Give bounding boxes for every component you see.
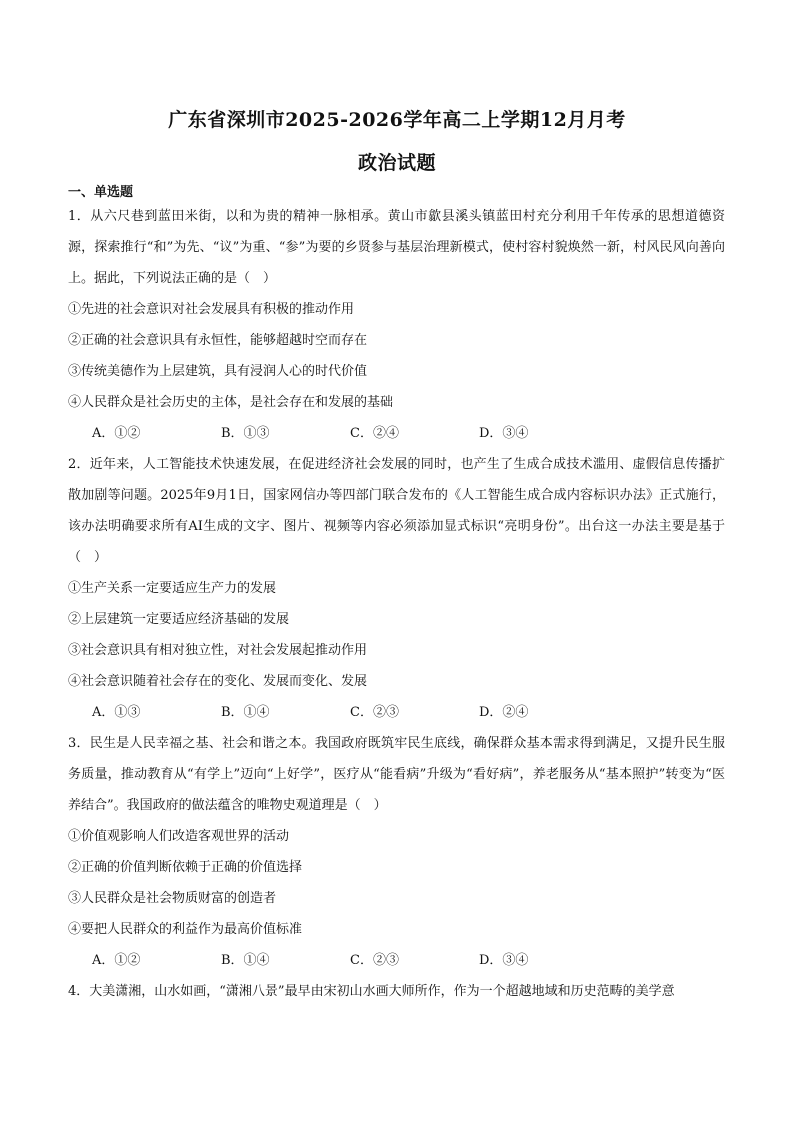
statement-option: ①先进的社会意识对社会发展具有积极的推动作用 (68, 302, 355, 317)
choice-b: B．①③ (221, 426, 270, 441)
page-title: 广东省深圳市2025-2026学年高二上学期12月月考 (168, 109, 626, 131)
question-stem: 1．从六尺巷到蓝田米街，以和为贵的精神一脉相承。黄山市歙县溪头镇蓝田村充分利用千年传承的思想道德资源，探索推行“和”为先、“议”为重、“参”为要的乡贤参与基层治理新模式，使村容村貌焕然一新，村风民风向善向上。据此，下列说法正确的是（ ） (68, 209, 725, 286)
statement-option: ④要把人民群众的利益作为最高价值标准 (68, 922, 303, 937)
statement-option: ④社会意识随着社会存在的变化、发展而变化、发展 (68, 674, 368, 689)
question-4 (68, 976, 725, 1007)
statement-option: ③传统美德作为上层建筑，具有浸润人心的时代价值 (68, 364, 368, 379)
statement-option: ①价值观影响人们改造客观世界的活动 (68, 829, 290, 844)
page-subtitle: 政治试题 (357, 152, 436, 174)
answer-choices (68, 697, 725, 728)
question-stem: 2．近年来，人工智能技术快速发展，在促进经济社会发展的同时，也产生了生成合成技术滥用、虚假信息传播扩散加剧等问题。2025年9月1日，国家网信办等四部门联合发布的《人工智能生成合成内容标识办法》正式施行，该办法明确要求所有AI生成的文字、图片、视频等内容必须添加显式标识“亮明身份”。出台这一办法主要是基于（ ） (68, 457, 725, 565)
statement-option: ②上层建筑一定要适应经济基础的发展 (68, 612, 290, 627)
answer-choices (68, 945, 725, 976)
choice-d: D．②④ (479, 705, 529, 720)
statement-option: ①生产关系一定要适应生产力的发展 (68, 581, 277, 596)
choice-a: A．①② (92, 426, 141, 441)
choice-c: C．②④ (350, 426, 399, 441)
choice-b: B．①④ (221, 705, 270, 720)
choice-c: C．②③ (350, 705, 399, 720)
statement-option: ③人民群众是社会物质财富的创造者 (68, 891, 277, 906)
statement-option: ③社会意识具有相对独立性，对社会发展起推动作用 (68, 643, 368, 658)
choice-a: A．①③ (92, 705, 141, 720)
statement-option: ②正确的价值判断依赖于正确的价值选择 (68, 860, 303, 875)
question-1 (68, 201, 725, 449)
question-3 (68, 728, 725, 976)
statement-option: ④人民群众是社会历史的主体，是社会存在和发展的基础 (68, 395, 394, 410)
answer-choices (68, 418, 725, 449)
choice-c: C．②③ (350, 953, 399, 968)
choice-d: D．③④ (479, 426, 529, 441)
choice-a: A．①② (92, 953, 141, 968)
questions-body (68, 201, 725, 1007)
section-heading: 一、单选题 (68, 185, 134, 200)
choice-d: D．③④ (479, 953, 529, 968)
choice-b: B．①④ (221, 953, 270, 968)
question-2 (68, 449, 725, 728)
question-stem: 4．大美潇湘，山水如画，“潇湘八景”最早由宋初山水画大师所作，作为一个超越地域和历史范畴的美学意 (68, 984, 675, 999)
statement-option: ②正确的社会意识具有永恒性，能够超越时空而存在 (68, 333, 368, 348)
question-stem: 3．民生是人民幸福之基、社会和谐之本。我国政府既筑牢民生底线，确保群众基本需求得到满足，又提升民生服务质量，推动教育从“有学上”迈向“上好学”，医疗从“能看病”升级为“看好病”，养老服务从“基本照护”转变为“医养结合”。我国政府的做法蕴含的唯物史观道理是（ ） (68, 736, 725, 813)
